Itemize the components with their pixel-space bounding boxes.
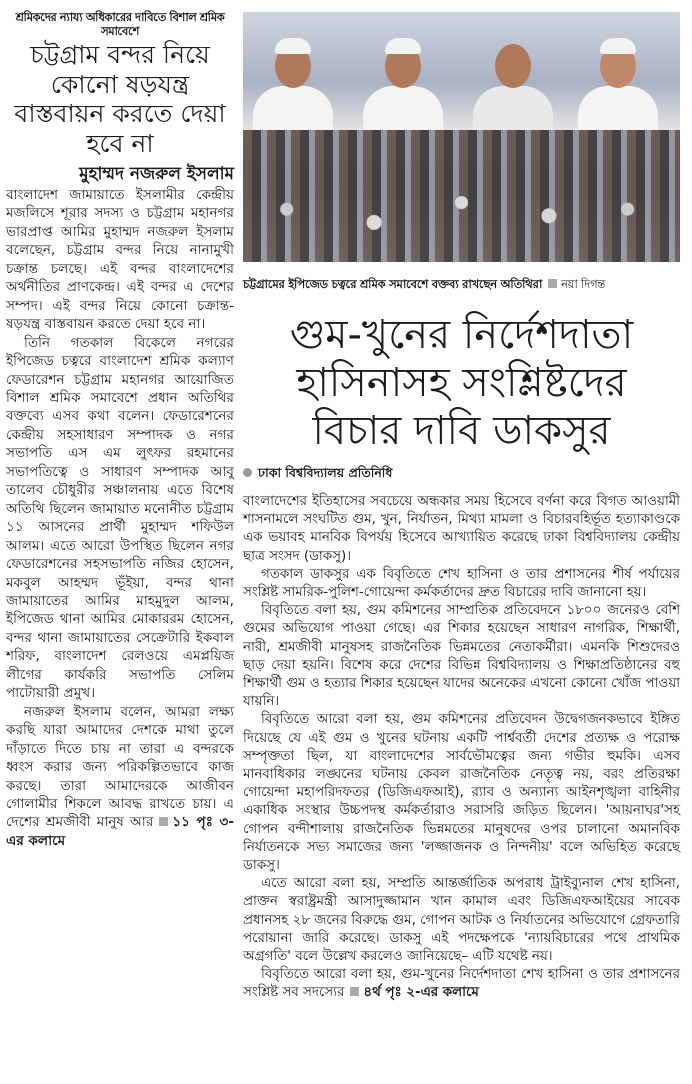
- paragraph: বিবৃতিতে আরো বলা হয়, গুম কমিশনের প্রতিবেদন উদ্বেগজনকভাবে ইঙ্গিত দিয়েছে যে এই গুম ও খুনের ঘটনায় একটি পার্শ্ববর্তী দেশের প্রত্যক্ষ ও পরোক্ষ সম্পৃক্ততা ছিল, যা বাংলাদেশের সার্বভৌমত্বের জন্য গভীর হুমকি। এসব মানবাধিকার লঙ্ঘনের ঘটনায় কেবল রাজনৈতিক নেতৃত্ব নয়, বরং প্রতিরক্ষা গোয়েন্দা মহাপরিদফতর (ডিজিএফআই), র‍্যাব ও অন্যান্য আইনশৃঙ্খলা বাহিনীর একাধিক সংস্থার উচ্চপদস্থ কর্মকর্তারাও সরাসরি জড়িত ছিলেন। 'আয়নাঘর'সহ গোপন বন্দীশালায় রাজনৈতিক ভিন্নমতের মানুষদের ওপর চালানো অমানবিক নির্যাতনকে সভ্য সমাজের জন্য 'লজ্জাজনক ও নিন্দনীয়' বলে অভিহিত করেছে ডাকসু।: [243, 712, 680, 874]
- bullet-icon: [243, 468, 252, 477]
- left-article: [6, 10, 234, 850]
- byline-text: ঢাকা বিশ্ববিদ্যালয় প্রতিনিধি: [258, 465, 393, 480]
- speaker-figure: [363, 30, 443, 130]
- paragraph: তিনি গতকাল বিকেলে নগরের ইপিজেড চত্বরে বাংলাদেশ শ্রমিক কল্যাণ ফেডারেশন চট্টগ্রাম মহানগর আয়োজিত বিশাল শ্রমিক সমাবেশে প্রধান অতিথির বক্তব্যে এসব কথা বলেন। ফেডারেশনের কেন্দ্রীয় সহসাধারণ সম্পাদক ও নগর সভাপতি এস এম লুৎফর রহমানের সভাপতিত্বে ও সাধারণ সম্পাদক আবু তালেব চৌধুরীর সঞ্চালনায় এতে বিশেষ অতিথি ছিলেন জামায়াত মনোনীত চট্টগ্রাম ১১ আসনের প্রার্থী মুহাম্মদ শফিউল আলম। এতে আরো উপস্থিত ছিলেন নগর ফেডারেশনের সহসভাপতি নজির হোসেন, মকবুল আহম্মদ ভূঁইয়া, বন্দর থানা জামায়াতের আমির মাহমুদুল আলম, ইপিজেড থানা আমির মোকাররম হোসেন, বন্দর থানা জামায়াতের সেক্রেটারি ইকবাল শরিফ, বাংলাদেশ রেলওয়ে এমপ্লয়িজ লীগের কার্যকরি সভাপতি সেলিম পাটোয়ারী প্রমুখ।: [6, 334, 234, 702]
- speaker-figure: [578, 30, 658, 130]
- article-byline: [243, 465, 680, 485]
- article-headline: [243, 311, 680, 455]
- article-author: মুহাম্মদ নজরুল ইসলাম: [79, 164, 234, 184]
- article-headline: চট্টগ্রাম বন্দর নিয়ে কোনো ষড়যন্ত্র বাস্তবায়ন করতে দেয়া হবে না: [14, 40, 226, 158]
- right-article: [243, 12, 680, 1003]
- continued-note: ৪র্থ পৃঃ ২-এর কলামে: [363, 985, 479, 1001]
- separator-icon: [548, 279, 557, 288]
- continued-note: ১১ পৃঃ ৩-এর কলামে: [6, 814, 234, 849]
- article-body: [6, 186, 234, 850]
- headline-line: বিচার দাবি ডাকসুর: [312, 408, 611, 454]
- photo-speakers: [243, 12, 680, 130]
- paragraph: গতকাল ডাকসুর এক বিবৃতিতে শেখ হাসিনা ও তার প্রশাসনের শীর্ষ পর্যায়ের সংশ্লিষ্ট সামরিক-পুলিশ-গোয়েন্দা কর্মকর্তাদের দ্রুত বিচারের দাবি জানানো হয়।: [243, 566, 680, 601]
- continuation-marker-icon: [159, 817, 168, 826]
- headline-line: হাসিনাসহ সংশ্লিষ্টদের: [296, 360, 627, 406]
- news-photo: [243, 12, 680, 262]
- paragraph: এতে আরো বলা হয়, সম্প্রতি আন্তর্জাতিক অপরাধ ট্রাইব্যুনাল শেখ হাসিনা, প্রাক্তন স্বরাষ্ট্রমন্ত্রী আসাদুজ্জামান খান কামাল এবং ডিজিএফআইয়ের সাবেক প্রধানসহ ২৮ জনের বিরুদ্ধে গুম, গোপন আটক ও নির্যাতনের অভিযোগে গ্রেফতারি পরোয়ানা জারি করেছে। ডাকসু এই পদক্ষেপকে 'ন্যায়বিচারের পথে প্রাথমিক অগ্রগতি' বলে উল্লেখ করলেও জানিয়েছে– এটি যথেষ্ট নয়।: [243, 876, 680, 965]
- headline-line: গুম-খুনের নির্দেশদাতা: [289, 312, 634, 358]
- article-kicker: শ্রমিকদের ন্যায্য অধিকারের দাবিতে বিশাল শ্রমিক সমাবেশে: [15, 10, 225, 38]
- paragraph: [243, 966, 680, 1002]
- photo-caption: [243, 276, 680, 295]
- paragraph: বিবৃতিতে বলা হয়, গুম কমিশনের সাম্প্রতিক প্রতিবেদনে ১৮০০ জনেরও বেশি গুমের অভিযোগ পাওয়া গেছে। এর শিকার হয়েছেন সাধারণ নাগরিক, শিক্ষার্থী, নারী, শ্রমজীবী মানুষসহ রাজনৈতিক ভিন্নমতের নেতাকর্মীরা। এমনকি শিশুদেরও ছাড় দেয়া হয়নি। বিশেষ করে দেশের বিভিন্ন বিশ্ববিদ্যালয় ও শিক্ষাপ্রতিষ্ঠানের বহু শিক্ষার্থী গুম ও হত্যার শিকার হয়েছেন যাদের অনেকের এখনো কোনো খোঁজ পাওয়া যায়নি।: [243, 603, 680, 710]
- paragraph: বাংলাদেশের ইতিহাসের সবচেয়ে অন্ধকার সময় হিসেবে বর্ণনা করে বিগত আওয়ামী শাসনামলে সংঘটিত গুম, খুন, নির্যাতন, মিথ্যা মামলা ও বিচারবহির্ভূত হত্যাকাণ্ডকে এক ভয়াবহ মানবিক বিপর্যয় হিসেবে আখ্যায়িত করেছে ঢাকা বিশ্ববিদ্যালয় কেন্দ্রীয় ছাত্র সংসদ (ডাকসু)।: [243, 494, 680, 564]
- photo-crowd: [243, 130, 680, 262]
- photo-credit: নয়া দিগন্ত: [561, 277, 606, 291]
- paragraph: [6, 703, 234, 851]
- speaker-figure: [473, 30, 553, 130]
- speaker-figure: [253, 30, 333, 130]
- article-body: [243, 493, 680, 1003]
- paragraph: বাংলাদেশ জামায়াতে ইসলামীর কেন্দ্রীয় মজলিসে শূরার সদস্য ও চট্টগ্রাম মহানগর ভারপ্রাপ্ত আমির মুহাম্মদ নজরুল ইসলাম বলেছেন, চট্টগ্রাম বন্দর নিয়ে নানামুখী চক্রান্ত চলছে। এই বন্দর বাংলাদেশের অর্থনীতির প্রাণকেন্দ্র। এই বন্দর এ দেশের সম্পদ। এই বন্দর নিয়ে কোনো চক্রান্ত-ষড়যন্ত্র বাস্তবায়ন করতে দেয়া হবে না।: [6, 187, 234, 333]
- continuation-marker-icon: [350, 987, 359, 996]
- caption-text: চট্টগ্রামের ইপিজেড চত্বরে শ্রমিক সমাবেশে বক্তব্য রাখছেন অতিথিরা: [243, 277, 543, 291]
- paragraph-text: নজরুল ইসলাম বলেন, আমরা লক্ষ্য করছি যারা আমাদের দেশকে মাথা তুলে দাঁড়াতে দিতে চায় না তারা এ বন্দরকে ধ্বংস করার জন্য পরিকল্পিতভাবে কাজ করছে। তারা আমাদেরকে আজীবন গোলামীর শিকলে আবদ্ধ রাখতে চায়। এ দেশের শ্রমজীবী মানুষ আর: [6, 703, 234, 831]
- paragraph-text: বিবৃতিতে আরো বলা হয়, গুম-খুনের নির্দেশদাতা শেখ হাসিনা ও তার প্রশাসনের সংশ্লিষ্ট সব সদস্যের: [243, 967, 680, 1001]
